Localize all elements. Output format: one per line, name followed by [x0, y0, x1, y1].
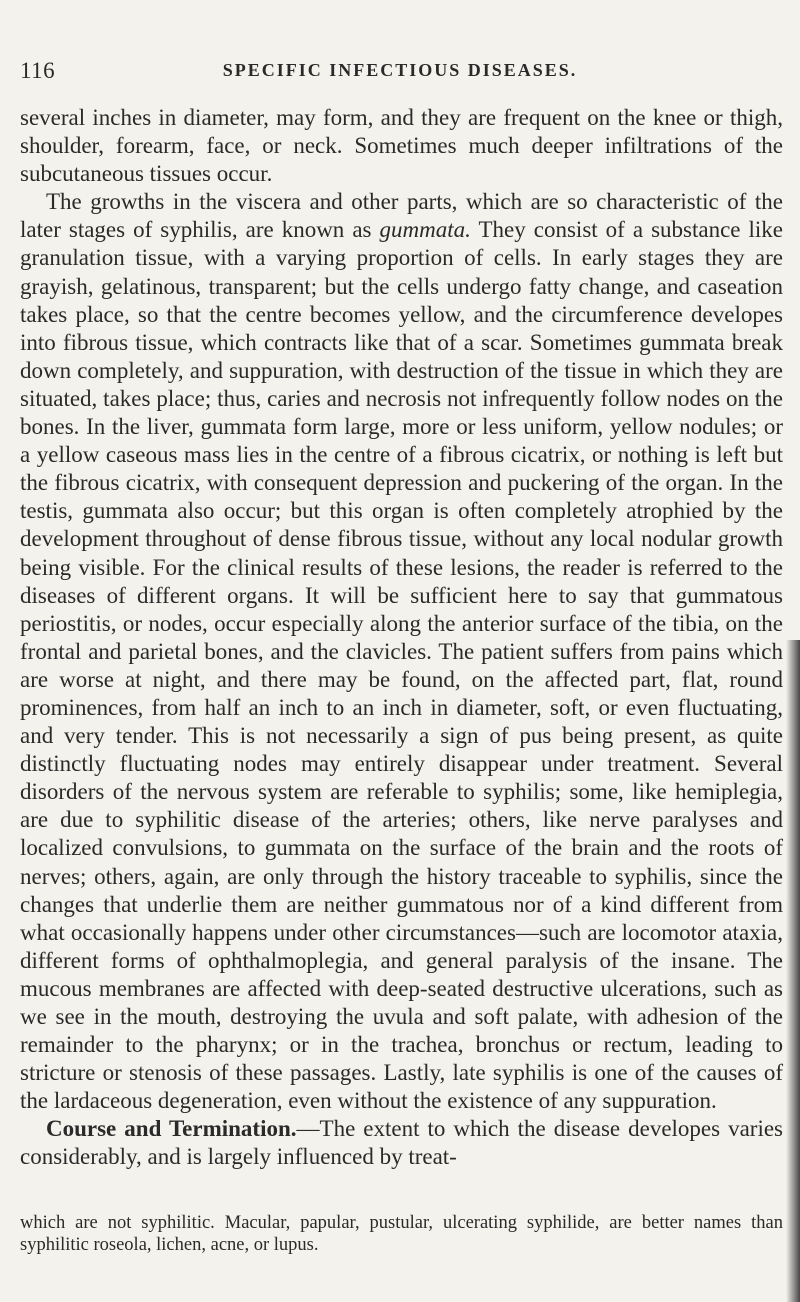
paragraph-course-termination — [20, 1115, 783, 1171]
page-edge-shadow — [786, 640, 800, 1302]
paragraph-course-text: —The extent to which the disease developes varies considerably, and is largely influenced by treat- — [20, 1116, 784, 1170]
term-gummata: gummata. — [379, 217, 471, 243]
paragraph-gummata — [20, 188, 783, 1115]
paragraph-continuation: several inches in diameter, may form, and they are frequent on the knee or thigh, shoulder, forearm, face, or neck. Sometimes much deeper infiltrations of the subcutaneous tissues occur. — [20, 105, 783, 187]
body-text — [20, 104, 783, 1172]
paragraph-gummata-text-b: They consist of a substance like granulation tissue, with a varying proportion of cells. In early stages they are grayish, gelatinous, transparent; but the cells undergo fatty change, and caseation takes place, so that the centre becomes yellow, and the circumference developes into fibrous tissue, which contracts like that of a scar. Sometimes gummata break down completely, and suppuration, with destruction of the tissue in which they are situated, takes place; thus, caries and necrosis not infrequently follow nodes on the bones. In the liver, gummata form large, more or less uniform, yellow nodules; or a yellow caseous mass lies in the centre of a fibrous cicatrix, or nothing is left but the fibrous cicatrix, with consequent depression and puckering of the organ. In the testis, gummata also occur; but this organ is often completely atrophied by the development throughout of dense fibrous tissue, without any local nodular growth being visible. For the clinical results of these lesions, the reader is referred to the diseases of different organs. It will be sufficient here to say that gummatous periostitis, or nodes, occur especially along the anterior surface of the tibia, on the frontal and parietal bones, and the clavicles. The patient suffers from pains which are worse at night, and there may be found, on the affected part, flat, round prominences, from half an inch to an inch in diameter, soft, or even fluctuating, and very tender. This is not necessarily a sign of pus being present, as quite distinctly fluctuating nodes may entirely disappear under treatment. Several disorders of the nervous system are referable to syphilis; some, like hemiplegia, are due to syphilitic disease of the arteries; others, like nerve paralyses and localized convulsions, to gummata on the surface of the brain and the roots of nerves; others, again, are only through the history traceable to syphilis, since the changes that underlie them are neither gummatous nor of a kind different from what occasionally happens under other circumstances—such are locomotor ataxia, different forms of ophthalmoplegia, and general paralysis of the insane. The mucous membranes are affected with deep-seated destructive ulcerations, such as we see in the mouth, destroying the uvula and soft palate, with adhesion of the remainder to the pharynx; or in the trachea, bronchus or rectum, leading to stricture or stenosis of these passages. Lastly, late syphilis is one of the causes of the lardaceous degeneration, even without the existence of any suppuration. — [20, 217, 783, 1114]
section-heading-course: Course and Termination. — [46, 1116, 297, 1142]
paragraph-gummata-text-a: The growths in the viscera and other parts, which are so characteristic of the later stages of syphilis, are known as — [20, 189, 783, 243]
running-title: SPECIFIC INFECTIOUS DISEASES. — [222, 60, 578, 80]
footnote: which are not syphilitic. Macular, papular, pustular, ulcerating syphilide, are better names than syphilitic roseola, lichen, acne, or lupus. — [20, 1213, 783, 1255]
page-number: 116 — [20, 58, 56, 83]
